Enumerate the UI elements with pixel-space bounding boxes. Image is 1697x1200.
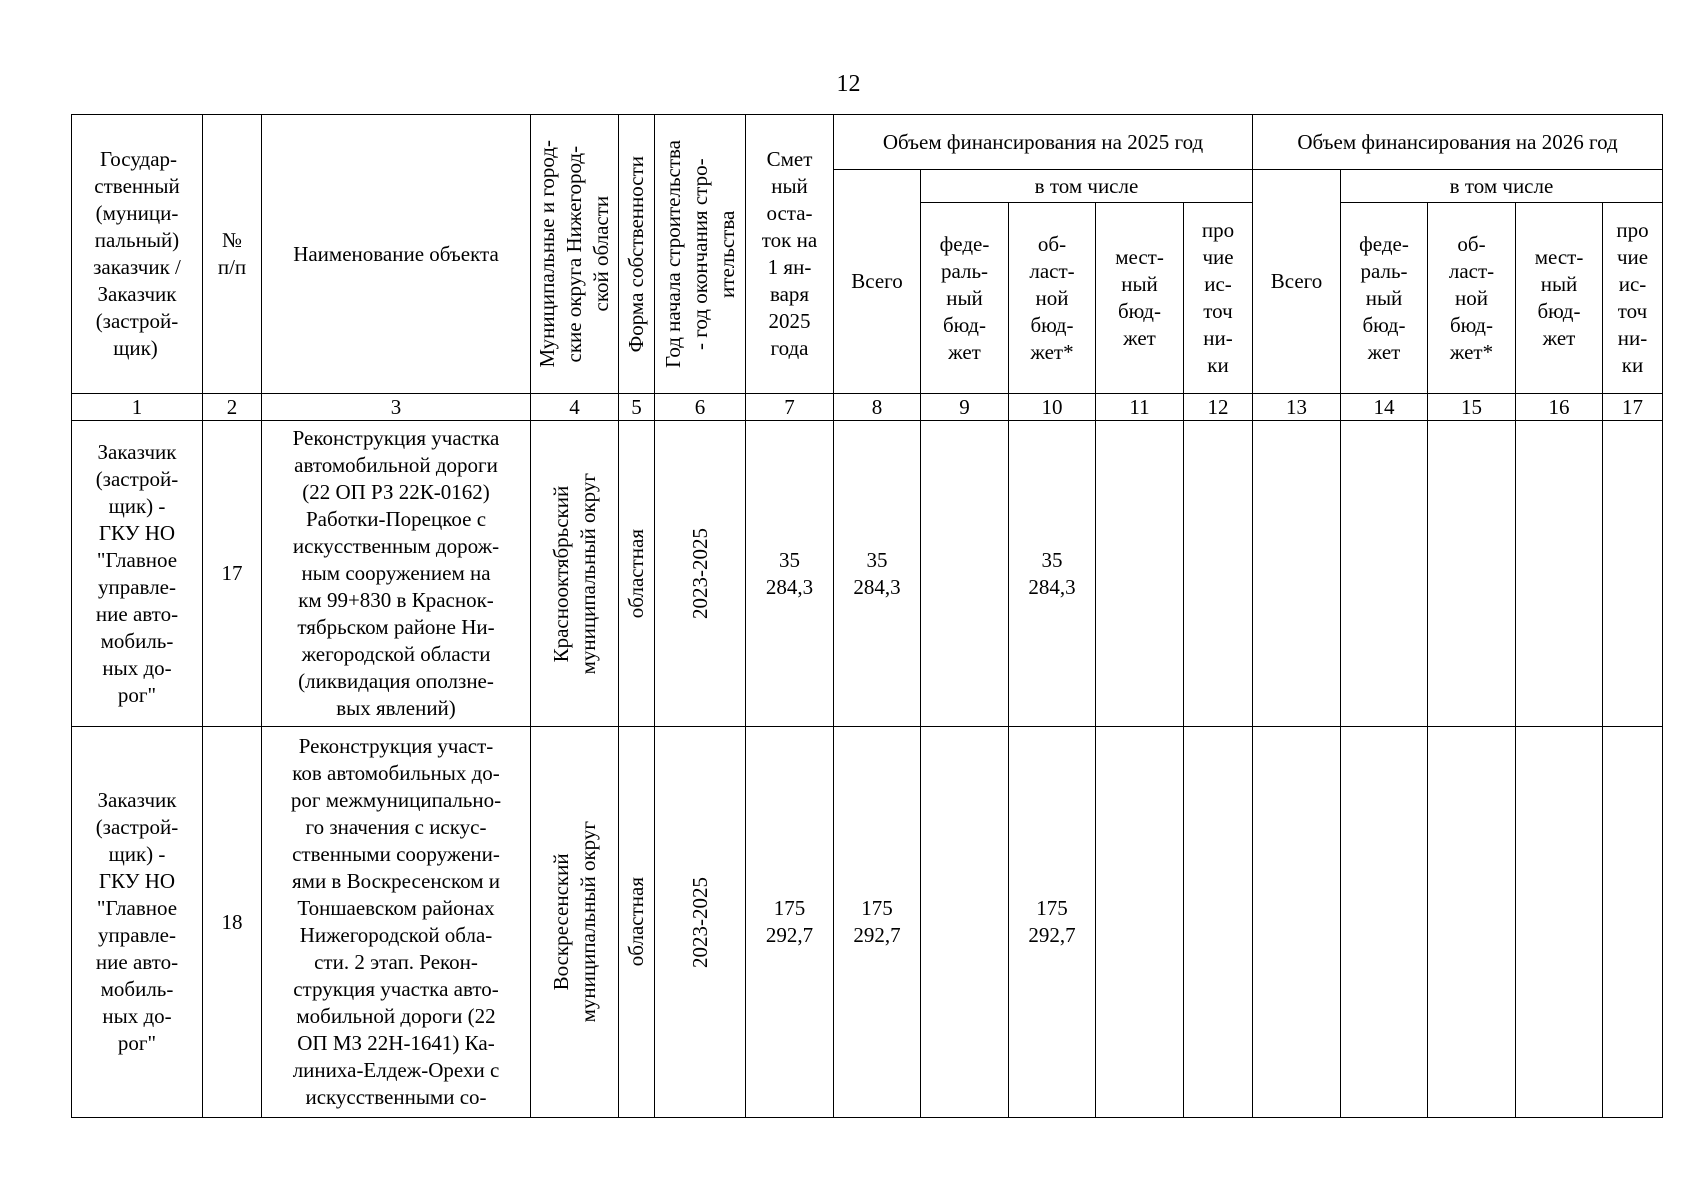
column-number: 3 xyxy=(262,394,531,421)
row-municipality: Воскресенский муниципальный округ xyxy=(531,727,619,1118)
column-number: 17 xyxy=(1603,394,1663,421)
row-other-2026 xyxy=(1603,421,1663,727)
header-other-2025: про чие ис- точ ни- ки xyxy=(1184,203,1253,394)
header-funding-2025: Объем финансирования на 2025 год xyxy=(834,115,1253,170)
header-local-2026: мест- ный бюд- жет xyxy=(1516,203,1603,394)
column-number: 16 xyxy=(1516,394,1603,421)
header-estimate-balance: Смет ный оста- ток на 1 ян- варя 2025 года xyxy=(746,115,834,394)
row-local-2025 xyxy=(1096,421,1184,727)
row-federal-2026 xyxy=(1341,421,1428,727)
column-number: 6 xyxy=(655,394,746,421)
row-federal-2025 xyxy=(921,421,1009,727)
column-number: 12 xyxy=(1184,394,1253,421)
column-number: 8 xyxy=(834,394,921,421)
row-local-2025 xyxy=(1096,727,1184,1118)
row-years: 2023-2025 xyxy=(655,727,746,1118)
header-other-2026: про чие ис- точ ни- ки xyxy=(1603,203,1663,394)
column-number: 1 xyxy=(72,394,203,421)
header-federal-2026: феде- раль- ный бюд- жет xyxy=(1341,203,1428,394)
column-number: 7 xyxy=(746,394,834,421)
header-funding-2026: Объем финансирования на 2026 год xyxy=(1253,115,1663,170)
row-estimate-balance: 35 284,3 xyxy=(746,421,834,727)
header-total-2025: Всего xyxy=(834,170,921,394)
row-num: 17 xyxy=(203,421,262,727)
row-years: 2023-2025 xyxy=(655,421,746,727)
column-number: 10 xyxy=(1009,394,1096,421)
header-customer: Государ- ственный (муници- пальный) заказчик / Заказчик (застрой- щик) xyxy=(72,115,203,394)
header-total-2026: Всего xyxy=(1253,170,1341,394)
column-number: 2 xyxy=(203,394,262,421)
table-row xyxy=(72,421,1663,727)
page-number: 12 xyxy=(836,71,861,97)
row-other-2025 xyxy=(1184,421,1253,727)
header-federal-2025: феде- раль- ный бюд- жет xyxy=(921,203,1009,394)
row-other-2026 xyxy=(1603,727,1663,1118)
row-regional-2025: 35 284,3 xyxy=(1009,421,1096,727)
row-local-2026 xyxy=(1516,421,1603,727)
row-regional-2026 xyxy=(1428,727,1516,1118)
column-number: 5 xyxy=(619,394,655,421)
header-including-2025: в том числе xyxy=(921,170,1253,203)
column-number: 13 xyxy=(1253,394,1341,421)
header-object-name: Наименование объекта xyxy=(262,115,531,394)
column-number: 14 xyxy=(1341,394,1428,421)
row-regional-2026 xyxy=(1428,421,1516,727)
row-federal-2025 xyxy=(921,727,1009,1118)
row-total-2026 xyxy=(1253,421,1341,727)
row-estimate-balance: 175 292,7 xyxy=(746,727,834,1118)
row-federal-2026 xyxy=(1341,727,1428,1118)
header-years: Год начала строительства - год окончания стро- ительства xyxy=(655,115,746,394)
column-number: 11 xyxy=(1096,394,1184,421)
column-number: 4 xyxy=(531,394,619,421)
header-num: № п/п xyxy=(203,115,262,394)
row-other-2025 xyxy=(1184,727,1253,1118)
row-total-2025: 35 284,3 xyxy=(834,421,921,727)
row-ownership: областная xyxy=(619,727,655,1118)
header-local-2025: мест- ный бюд- жет xyxy=(1096,203,1184,394)
column-number: 9 xyxy=(921,394,1009,421)
header-ownership: Форма собственности xyxy=(619,115,655,394)
row-local-2026 xyxy=(1516,727,1603,1118)
header-row-1 xyxy=(72,115,1663,170)
header-including-2026: в том числе xyxy=(1341,170,1663,203)
row-regional-2025: 175 292,7 xyxy=(1009,727,1096,1118)
header-regional-2026: об- ласт- ной бюд- жет* xyxy=(1428,203,1516,394)
header-regional-2025: об- ласт- ной бюд- жет* xyxy=(1009,203,1096,394)
row-total-2025: 175 292,7 xyxy=(834,727,921,1118)
row-municipality: Краснооктябрьский муниципальный округ xyxy=(531,421,619,727)
row-ownership: областная xyxy=(619,421,655,727)
row-num: 18 xyxy=(203,727,262,1118)
row-object-name: Реконструкция участка автомобильной дороги (22 ОП РЗ 22К-0162) Работки-Порецкое с искусственным дорож- ным сооружением на км 99+830 в Краснок- тябрьском районе Ни- жегородской области (ликвидация оползне- вых явлений) xyxy=(262,421,531,727)
header-municipality: Муниципальные и город- ские округа Нижегород- ской области xyxy=(531,115,619,394)
financing-table xyxy=(71,114,1663,1118)
row-customer: Заказчик (застрой- щик) - ГКУ НО "Главное управле- ние авто- мобиль- ных до- рог" xyxy=(72,421,203,727)
column-number: 15 xyxy=(1428,394,1516,421)
column-numbers-row xyxy=(72,394,1663,421)
row-object-name: Реконструкция участ- ков автомобильных до- рог межмуниципально- го значения с искус- ственными сооружени- ями в Воскресенском и Тоншаевском районах Нижегородской обла- сти. 2 этап. Рекон- струкция участка авто- мобильной дороги (22 ОП МЗ 22Н-1641) Ка- линиха-Елдеж-Орехи с искусственными со- xyxy=(262,727,531,1118)
row-total-2026 xyxy=(1253,727,1341,1118)
row-customer: Заказчик (застрой- щик) - ГКУ НО "Главное управле- ние авто- мобиль- ных до- рог" xyxy=(72,727,203,1118)
table-row xyxy=(72,727,1663,1118)
